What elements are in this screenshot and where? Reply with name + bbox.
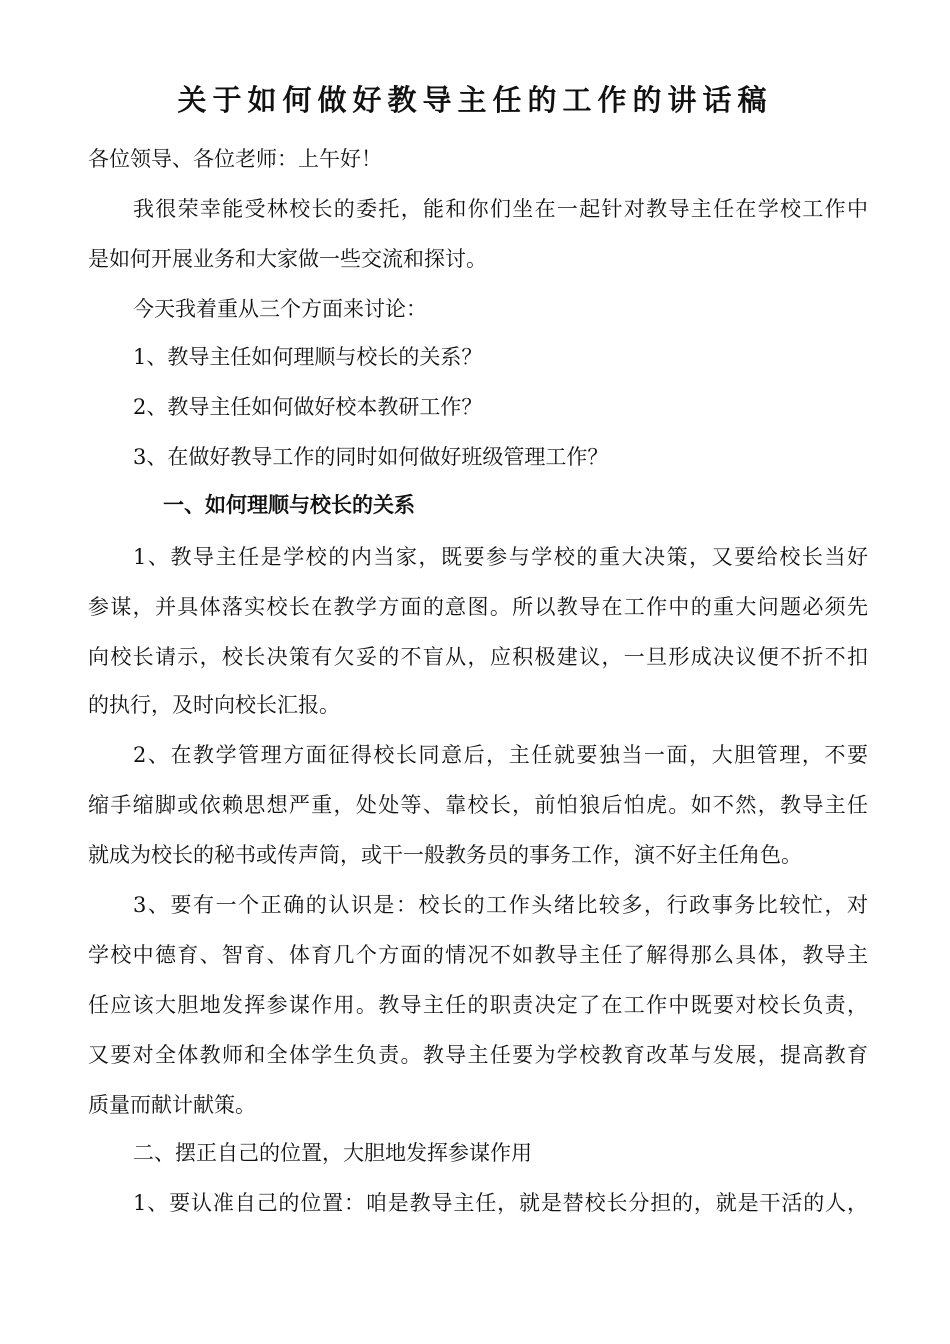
salutation: 各位领导、各位老师：上午好！ bbox=[88, 147, 382, 171]
section-heading: 一、如何理顺与校长的关系 bbox=[163, 493, 415, 517]
document-title: 关于如何做好教导主任的工作的讲话稿 bbox=[177, 83, 773, 117]
paragraph-line: 任应该大胆地发挥参谋作用。教导主任的职责决定了在工作中既要对校长负责， bbox=[88, 993, 868, 1017]
paragraph-line: 向校长请示，校长决策有欠妥的不盲从，应积极建议，一旦形成决议便不折不扣 bbox=[88, 645, 868, 669]
paragraph-line: 1、教导主任是学校的内当家，既要参与学校的重大决策，又要给校长当好 bbox=[133, 545, 868, 569]
paragraph-line: 质量而献计献策。 bbox=[88, 1093, 256, 1117]
paragraph-line: 就成为校长的秘书或传声筒，或干一般教务员的事务工作，演不好主任角色。 bbox=[88, 843, 802, 867]
paragraph-line: 是如何开展业务和大家做一些交流和探讨。 bbox=[88, 247, 487, 271]
list-item: 2、教导主任如何做好校本教研工作？ bbox=[133, 395, 483, 419]
paragraph-line: 3、要有一个正确的认识是：校长的工作头绪比较多，行政事务比较忙，对 bbox=[133, 893, 868, 917]
list-item: 3、在做好教导工作的同时如何做好班级管理工作？ bbox=[133, 445, 609, 469]
paragraph-line: 缩手缩脚或依赖思想严重，处处等、靠校长，前怕狼后怕虎。如不然，教导主任 bbox=[88, 793, 868, 817]
paragraph-line: 的执行，及时向校长汇报。 bbox=[88, 693, 340, 717]
paragraph-line: 今天我着重从三个方面来讨论： bbox=[133, 297, 427, 321]
paragraph-line: 1、要认准自己的位置：咱是教导主任，就是替校长分担的，就是干活的人， bbox=[133, 1191, 868, 1215]
paragraph-line: 参谋，并具体落实校长在教学方面的意图。所以教导在工作中的重大问题必须先 bbox=[88, 595, 868, 619]
paragraph-line: 我很荣幸能受林校长的委托，能和你们坐在一起针对教导主任在学校工作中 bbox=[133, 197, 868, 221]
paragraph-line: 2、在教学管理方面征得校长同意后，主任就要独当一面，大胆管理，不要 bbox=[133, 743, 868, 767]
paragraph-line: 又要对全体教师和全体学生负责。教导主任要为学校教育改革与发展，提高教育 bbox=[88, 1043, 868, 1067]
section-heading: 二、摆正自己的位置，大胆地发挥参谋作用 bbox=[133, 1141, 532, 1165]
paragraph-line: 学校中德育、智育、体育几个方面的情况不如教导主任了解得那么具体，教导主 bbox=[88, 943, 868, 967]
list-item: 1、教导主任如何理顺与校长的关系？ bbox=[133, 345, 483, 369]
